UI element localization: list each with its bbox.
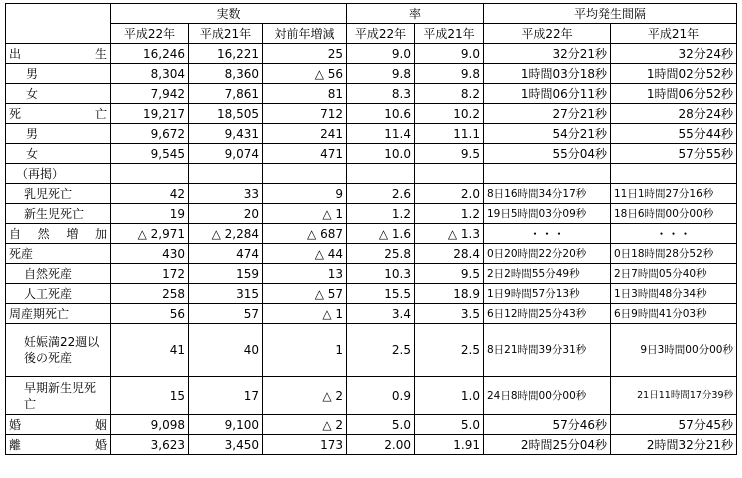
statistics-table-wrapper bbox=[5, 3, 737, 455]
cell-v21: △ 2,284 bbox=[189, 224, 263, 244]
cell-r21: 9.8 bbox=[415, 64, 484, 84]
cell-diff: △ 44 bbox=[263, 244, 347, 264]
cell-r22: 2.00 bbox=[347, 435, 415, 455]
cell-r21: 2.0 bbox=[415, 184, 484, 204]
table-row bbox=[6, 264, 737, 284]
table-row bbox=[6, 324, 737, 377]
cell-diff: 9 bbox=[263, 184, 347, 204]
header-group-ritsu: 率 bbox=[347, 4, 484, 24]
cell-i22: 1時間06分11秒 bbox=[484, 84, 611, 104]
cell-r22: △ 1.6 bbox=[347, 224, 415, 244]
cell-r22: 10.3 bbox=[347, 264, 415, 284]
row-label: 新生児死亡 bbox=[6, 204, 111, 224]
header-interval-h21: 平成21年 bbox=[611, 24, 737, 44]
cell-r21: 9.5 bbox=[415, 144, 484, 164]
cell-r22 bbox=[347, 164, 415, 184]
cell-diff: △ 1 bbox=[263, 204, 347, 224]
cell-r22: 15.5 bbox=[347, 284, 415, 304]
cell-v21: 17 bbox=[189, 377, 263, 415]
cell-v22: 16,246 bbox=[111, 44, 189, 64]
cell-r22: 10.0 bbox=[347, 144, 415, 164]
cell-v22: △ 2,971 bbox=[111, 224, 189, 244]
cell-diff: 1 bbox=[263, 324, 347, 377]
cell-i22: 24日8時間00分00秒 bbox=[484, 377, 611, 415]
cell-i22: 2時間25分04秒 bbox=[484, 435, 611, 455]
row-label: 妊娠満22週以後の死産 bbox=[6, 324, 111, 377]
row-label: 男 bbox=[6, 124, 111, 144]
cell-v22: 19,217 bbox=[111, 104, 189, 124]
cell-r22: 3.4 bbox=[347, 304, 415, 324]
cell-i22: 57分46秒 bbox=[484, 415, 611, 435]
cell-r22: 2.5 bbox=[347, 324, 415, 377]
table-row bbox=[6, 44, 737, 64]
cell-v22: 15 bbox=[111, 377, 189, 415]
cell-r21: 9.5 bbox=[415, 264, 484, 284]
cell-r22: 5.0 bbox=[347, 415, 415, 435]
cell-r21: 1.91 bbox=[415, 435, 484, 455]
cell-r22: 11.4 bbox=[347, 124, 415, 144]
cell-i22: 55分04秒 bbox=[484, 144, 611, 164]
cell-r21: 8.2 bbox=[415, 84, 484, 104]
cell-i22: 19日5時間03分09秒 bbox=[484, 204, 611, 224]
table-row bbox=[6, 84, 737, 104]
row-label: 乳児死亡 bbox=[6, 184, 111, 204]
row-label: 離 婚 bbox=[6, 435, 111, 455]
cell-r21: 1.2 bbox=[415, 204, 484, 224]
cell-v21: 18,505 bbox=[189, 104, 263, 124]
cell-i21: 1時間02分52秒 bbox=[611, 64, 737, 84]
cell-diff: 81 bbox=[263, 84, 347, 104]
cell-v21: 8,360 bbox=[189, 64, 263, 84]
cell-i21: 28分24秒 bbox=[611, 104, 737, 124]
cell-v22 bbox=[111, 164, 189, 184]
cell-i22: 8日16時間34分17秒 bbox=[484, 184, 611, 204]
cell-diff: 471 bbox=[263, 144, 347, 164]
cell-r21: 10.2 bbox=[415, 104, 484, 124]
cell-v21: 315 bbox=[189, 284, 263, 304]
header-jissu-h22: 平成22年 bbox=[111, 24, 189, 44]
cell-r22: 9.0 bbox=[347, 44, 415, 64]
header-jissu-h21: 平成21年 bbox=[189, 24, 263, 44]
cell-v22: 42 bbox=[111, 184, 189, 204]
cell-i22: 27分21秒 bbox=[484, 104, 611, 124]
cell-diff: 25 bbox=[263, 44, 347, 64]
cell-v22: 9,098 bbox=[111, 415, 189, 435]
row-label: 女 bbox=[6, 84, 111, 104]
cell-v21 bbox=[189, 164, 263, 184]
cell-v21: 33 bbox=[189, 184, 263, 204]
cell-r21: 1.0 bbox=[415, 377, 484, 415]
table-row bbox=[6, 377, 737, 415]
cell-r21: 9.0 bbox=[415, 44, 484, 64]
row-label: （再掲） bbox=[6, 164, 111, 184]
cell-r21: 5.0 bbox=[415, 415, 484, 435]
cell-v21: 57 bbox=[189, 304, 263, 324]
header-corner bbox=[6, 4, 111, 44]
cell-v22: 19 bbox=[111, 204, 189, 224]
header-interval-h22: 平成22年 bbox=[484, 24, 611, 44]
cell-i21: 2日7時間05分40秒 bbox=[611, 264, 737, 284]
table-row bbox=[6, 144, 737, 164]
cell-i22 bbox=[484, 164, 611, 184]
cell-v21: 159 bbox=[189, 264, 263, 284]
cell-r21: 2.5 bbox=[415, 324, 484, 377]
cell-v22: 430 bbox=[111, 244, 189, 264]
header-row-years bbox=[6, 24, 737, 44]
header-ritsu-h22: 平成22年 bbox=[347, 24, 415, 44]
cell-i21: 1時間06分52秒 bbox=[611, 84, 737, 104]
table-row bbox=[6, 204, 737, 224]
row-label: 死 亡 bbox=[6, 104, 111, 124]
cell-i21: 11日1時間27分16秒 bbox=[611, 184, 737, 204]
row-label: 周産期死亡 bbox=[6, 304, 111, 324]
cell-i21: 6日9時間41分03秒 bbox=[611, 304, 737, 324]
header-group-interval: 平均発生間隔 bbox=[484, 4, 737, 24]
cell-r21: 28.4 bbox=[415, 244, 484, 264]
cell-v21: 16,221 bbox=[189, 44, 263, 64]
header-ritsu-h21: 平成21年 bbox=[415, 24, 484, 44]
table-row bbox=[6, 435, 737, 455]
cell-i21: 57分55秒 bbox=[611, 144, 737, 164]
cell-i22: 8日21時間39分31秒 bbox=[484, 324, 611, 377]
row-label: 女 bbox=[6, 144, 111, 164]
cell-diff: △ 57 bbox=[263, 284, 347, 304]
cell-diff: △ 687 bbox=[263, 224, 347, 244]
row-label: 早期新生児死亡 bbox=[6, 377, 111, 415]
cell-diff: 241 bbox=[263, 124, 347, 144]
row-label: 自然死産 bbox=[6, 264, 111, 284]
header-diff: 対前年増減 bbox=[263, 24, 347, 44]
cell-i22: 32分21秒 bbox=[484, 44, 611, 64]
cell-v21: 20 bbox=[189, 204, 263, 224]
cell-i21: 57分45秒 bbox=[611, 415, 737, 435]
cell-v21: 3,450 bbox=[189, 435, 263, 455]
cell-r22: 8.3 bbox=[347, 84, 415, 104]
header-row-groups bbox=[6, 4, 737, 24]
cell-r22: 1.2 bbox=[347, 204, 415, 224]
row-label: 自然増加 bbox=[6, 224, 111, 244]
cell-r22: 0.9 bbox=[347, 377, 415, 415]
cell-i21: 32分24秒 bbox=[611, 44, 737, 64]
cell-v21: 40 bbox=[189, 324, 263, 377]
cell-v22: 9,545 bbox=[111, 144, 189, 164]
vital-statistics-table bbox=[5, 3, 737, 455]
cell-r22: 10.6 bbox=[347, 104, 415, 124]
cell-diff bbox=[263, 164, 347, 184]
table-row bbox=[6, 244, 737, 264]
cell-diff: 712 bbox=[263, 104, 347, 124]
cell-v22: 7,942 bbox=[111, 84, 189, 104]
cell-v22: 172 bbox=[111, 264, 189, 284]
cell-v22: 258 bbox=[111, 284, 189, 304]
table-row bbox=[6, 164, 737, 184]
cell-diff: △ 1 bbox=[263, 304, 347, 324]
cell-i21: 21日11時間17分39秒 bbox=[611, 377, 737, 415]
cell-i22: ・・・ bbox=[484, 224, 611, 244]
cell-diff: 173 bbox=[263, 435, 347, 455]
row-label: 婚 姻 bbox=[6, 415, 111, 435]
table-row bbox=[6, 415, 737, 435]
cell-r22: 2.6 bbox=[347, 184, 415, 204]
table-row bbox=[6, 104, 737, 124]
row-label: 人工死産 bbox=[6, 284, 111, 304]
cell-r21 bbox=[415, 164, 484, 184]
row-label: 死産 bbox=[6, 244, 111, 264]
cell-v21: 9,100 bbox=[189, 415, 263, 435]
cell-r21: 18.9 bbox=[415, 284, 484, 304]
table-row bbox=[6, 124, 737, 144]
cell-i21: 2時間32分21秒 bbox=[611, 435, 737, 455]
cell-i21: 1日3時間48分34秒 bbox=[611, 284, 737, 304]
cell-v22: 3,623 bbox=[111, 435, 189, 455]
cell-v22: 8,304 bbox=[111, 64, 189, 84]
cell-r21: △ 1.3 bbox=[415, 224, 484, 244]
cell-i21: 0日18時間28分52秒 bbox=[611, 244, 737, 264]
cell-v21: 9,074 bbox=[189, 144, 263, 164]
table-row bbox=[6, 64, 737, 84]
cell-v21: 9,431 bbox=[189, 124, 263, 144]
cell-diff: △ 2 bbox=[263, 415, 347, 435]
cell-i22: 2日2時間55分49秒 bbox=[484, 264, 611, 284]
cell-i21: 9日3時間00分00秒 bbox=[611, 324, 737, 377]
table-row bbox=[6, 224, 737, 244]
cell-v21: 7,861 bbox=[189, 84, 263, 104]
cell-i21: 18日6時間00分00秒 bbox=[611, 204, 737, 224]
cell-i22: 1時間03分18秒 bbox=[484, 64, 611, 84]
cell-diff: △ 2 bbox=[263, 377, 347, 415]
row-label: 男 bbox=[6, 64, 111, 84]
cell-i22: 1日9時間57分13秒 bbox=[484, 284, 611, 304]
cell-r21: 3.5 bbox=[415, 304, 484, 324]
header-group-jissu: 実数 bbox=[111, 4, 347, 24]
cell-i22: 54分21秒 bbox=[484, 124, 611, 144]
cell-v22: 9,672 bbox=[111, 124, 189, 144]
cell-v22: 41 bbox=[111, 324, 189, 377]
cell-diff: △ 56 bbox=[263, 64, 347, 84]
cell-r21: 11.1 bbox=[415, 124, 484, 144]
cell-diff: 13 bbox=[263, 264, 347, 284]
cell-r22: 25.8 bbox=[347, 244, 415, 264]
cell-i22: 0日20時間22分20秒 bbox=[484, 244, 611, 264]
table-row bbox=[6, 304, 737, 324]
cell-i22: 6日12時間25分43秒 bbox=[484, 304, 611, 324]
table-row bbox=[6, 184, 737, 204]
table-row bbox=[6, 284, 737, 304]
cell-v22: 56 bbox=[111, 304, 189, 324]
cell-v21: 474 bbox=[189, 244, 263, 264]
cell-i21: 55分44秒 bbox=[611, 124, 737, 144]
cell-i21: ・・・ bbox=[611, 224, 737, 244]
cell-r22: 9.8 bbox=[347, 64, 415, 84]
cell-i21 bbox=[611, 164, 737, 184]
row-label: 出 生 bbox=[6, 44, 111, 64]
